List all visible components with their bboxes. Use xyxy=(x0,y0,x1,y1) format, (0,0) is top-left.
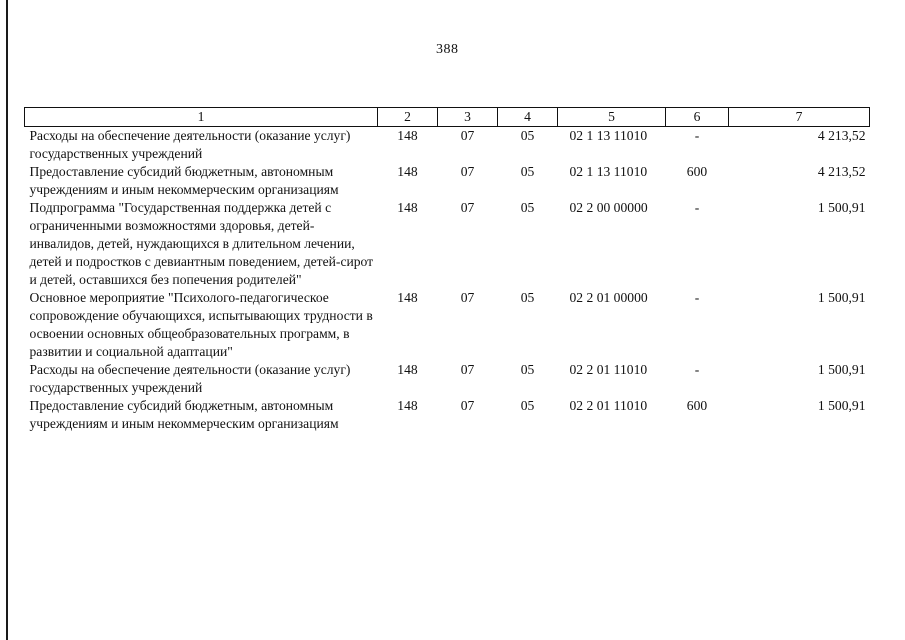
row-section: 07 xyxy=(460,164,475,179)
column-header-4: 4 xyxy=(498,108,558,127)
row-target-article: 02 2 00 00000 xyxy=(569,200,648,215)
table-row xyxy=(25,163,870,199)
scan-left-edge-line xyxy=(6,0,8,640)
row-subsection: 05 xyxy=(520,362,535,377)
table-row xyxy=(25,289,870,361)
row-ministry-code: 148 xyxy=(397,128,418,143)
column-header-3: 3 xyxy=(438,108,498,127)
column-header-5: 5 xyxy=(558,108,666,127)
table-row xyxy=(25,397,870,433)
column-header-2: 2 xyxy=(378,108,438,127)
row-name: Расходы на обеспечение деятельности (оказание услуг) государственных учреждений xyxy=(29,362,351,395)
row-target-article: 02 1 13 11010 xyxy=(569,164,648,179)
row-subsection: 05 xyxy=(520,128,535,143)
row-name: Предоставление субсидий бюджетным, автономным учреждениям и иным некоммерческим организациям xyxy=(29,164,339,197)
row-section: 07 xyxy=(460,200,475,215)
row-name: Предоставление субсидий бюджетным, автономным учреждениям и иным некоммерческим организациям xyxy=(29,398,339,431)
column-header-7: 7 xyxy=(729,108,870,127)
table-row xyxy=(25,199,870,289)
column-number-header-row xyxy=(25,108,870,127)
row-amount: 1 500,91 xyxy=(817,398,866,413)
row-ministry-code: 148 xyxy=(397,398,418,413)
row-target-article: 02 2 01 00000 xyxy=(569,290,648,305)
row-amount: 1 500,91 xyxy=(817,362,866,377)
row-amount: 4 213,52 xyxy=(817,128,866,143)
row-amount: 1 500,91 xyxy=(817,200,866,215)
row-name: Основное мероприятие "Психолого-педагогическое сопровождение обучающихся, испытывающих трудности в освоении основных общеобразовательных программ, в развитии и социальной адаптации" xyxy=(29,290,373,359)
row-name: Подпрограмма "Государственная поддержка детей с ограниченными возможностями здоровья, детей-инвалидов, детей, нуждающихся в длительном лечении, детей и подростков с девиантным поведением, детей-сирот и детей, оставшихся без попечения родителей" xyxy=(29,200,374,287)
row-expense-type: - xyxy=(694,362,700,377)
column-header-1: 1 xyxy=(25,108,378,127)
row-amount: 1 500,91 xyxy=(817,290,866,305)
row-expense-type: 600 xyxy=(686,164,708,179)
row-expense-type: - xyxy=(694,290,700,305)
row-subsection: 05 xyxy=(520,164,535,179)
row-subsection: 05 xyxy=(520,398,535,413)
table-row xyxy=(25,127,870,164)
row-section: 07 xyxy=(460,128,475,143)
row-ministry-code: 148 xyxy=(397,290,418,305)
row-ministry-code: 148 xyxy=(397,164,418,179)
row-ministry-code: 148 xyxy=(397,362,418,377)
table-row xyxy=(25,361,870,397)
budget-table xyxy=(24,107,870,433)
row-expense-type: - xyxy=(694,200,700,215)
row-subsection: 05 xyxy=(520,290,535,305)
row-target-article: 02 2 01 11010 xyxy=(569,398,648,413)
column-header-6: 6 xyxy=(666,108,729,127)
row-target-article: 02 1 13 11010 xyxy=(569,128,648,143)
row-expense-type: - xyxy=(694,128,700,143)
row-section: 07 xyxy=(460,290,475,305)
row-target-article: 02 2 01 11010 xyxy=(569,362,648,377)
row-amount: 4 213,52 xyxy=(817,164,866,179)
row-name: Расходы на обеспечение деятельности (оказание услуг) государственных учреждений xyxy=(29,128,351,161)
row-ministry-code: 148 xyxy=(397,200,418,215)
row-section: 07 xyxy=(460,362,475,377)
row-expense-type: 600 xyxy=(686,398,708,413)
row-subsection: 05 xyxy=(520,200,535,215)
row-section: 07 xyxy=(460,398,475,413)
page-number: 388 xyxy=(436,42,459,57)
